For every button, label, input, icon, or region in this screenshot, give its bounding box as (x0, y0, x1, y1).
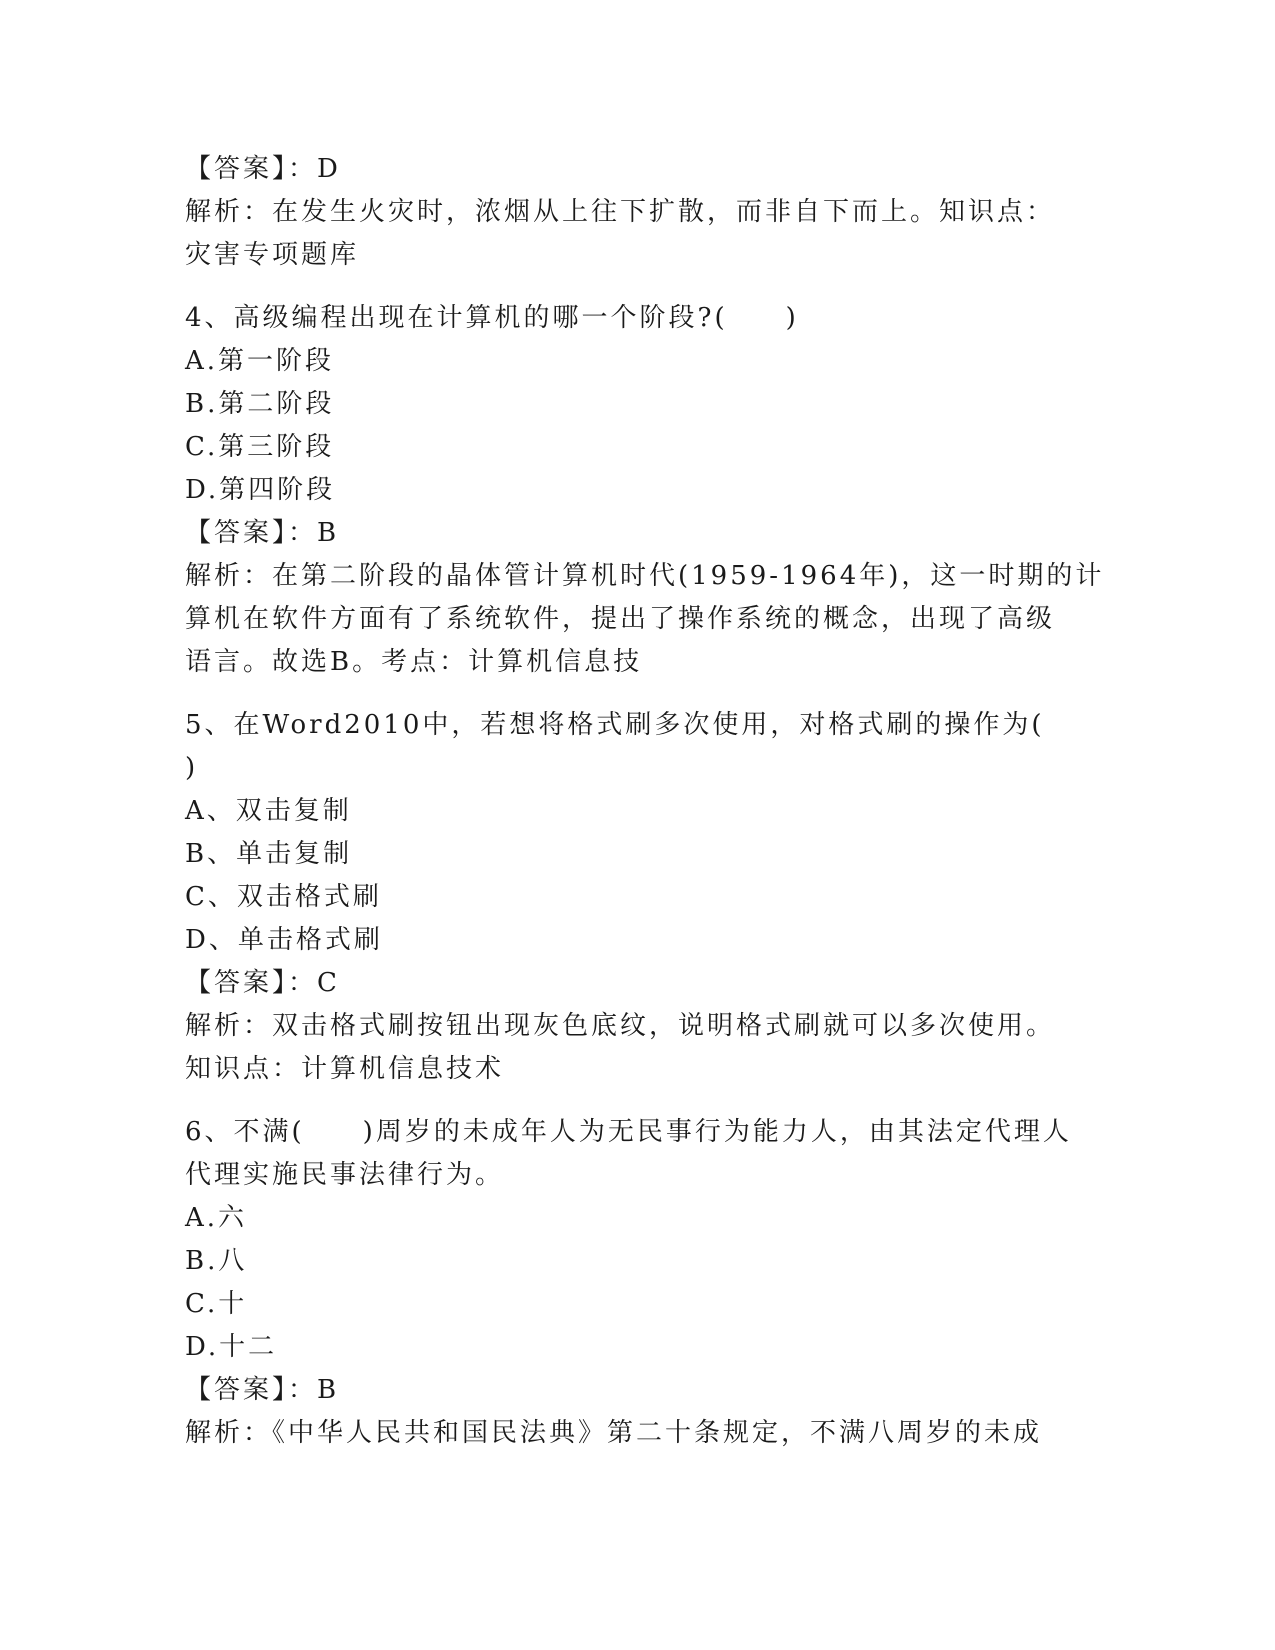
question-block-6 (185, 1111, 1085, 1455)
answer-block-3 (185, 148, 1085, 277)
explanation-line: 算机在软件方面有了系统软件，提出了操作系统的概念，出现了高级 (185, 604, 1056, 634)
option-c: C.第三阶段 (185, 432, 335, 462)
explanation-line: 语言。故选B。考点：计算机信息技 (185, 647, 643, 677)
option-a: A、双击复制 (185, 796, 352, 826)
option-d: D.十二 (185, 1332, 278, 1362)
answer-line: 【答案】：D (185, 154, 341, 184)
option-a: A.六 (185, 1203, 248, 1233)
document-page (185, 148, 1105, 1455)
question-text: 5、在Word2010中，若想将格式刷多次使用，对格式刷的操作为( (185, 710, 1045, 740)
answer-line: 【答案】：B (185, 518, 340, 548)
option-c: C.十 (185, 1289, 248, 1319)
explanation-line: 灾害专项题库 (185, 240, 360, 270)
option-d: D、单击格式刷 (185, 925, 383, 955)
explanation-line: 解析：在第二阶段的晶体管计算机时代(1959-1964年)，这一时期的计 (185, 561, 1105, 591)
answer-line: 【答案】：B (185, 1375, 340, 1405)
option-b: B.八 (185, 1246, 248, 1276)
question-block-4 (185, 297, 1105, 684)
question-text: 代理实施民事法律行为。 (185, 1160, 505, 1190)
explanation-line: 解析：双击格式刷按钮出现灰色底纹，说明格式刷就可以多次使用。 (185, 1011, 1056, 1041)
option-a: A.第一阶段 (185, 346, 335, 376)
question-text: 4、高级编程出现在计算机的哪一个阶段?( ) (185, 303, 799, 333)
answer-line: 【答案】：C (185, 968, 340, 998)
option-b: B、单击复制 (185, 839, 353, 869)
block-gap (185, 1091, 1085, 1111)
question-text: 6、不满( )周岁的未成年人为无民事行为能力人，由其法定代理人 (185, 1117, 1072, 1147)
question-text: ) (185, 753, 199, 783)
option-d: D.第四阶段 (185, 475, 336, 505)
block-gap (185, 684, 1085, 704)
explanation-line: 解析：在发生火灾时，浓烟从上往下扩散，而非自下而上。知识点： (185, 197, 1056, 227)
explanation-line: 知识点：计算机信息技术 (185, 1054, 505, 1084)
option-b: B.第二阶段 (185, 389, 335, 419)
question-block-5 (185, 704, 1085, 1091)
explanation-line: 解析：《中华人民共和国民法典》第二十条规定，不满八周岁的未成 (185, 1418, 1043, 1448)
option-c: C、双击格式刷 (185, 882, 382, 912)
block-gap (185, 277, 1085, 297)
